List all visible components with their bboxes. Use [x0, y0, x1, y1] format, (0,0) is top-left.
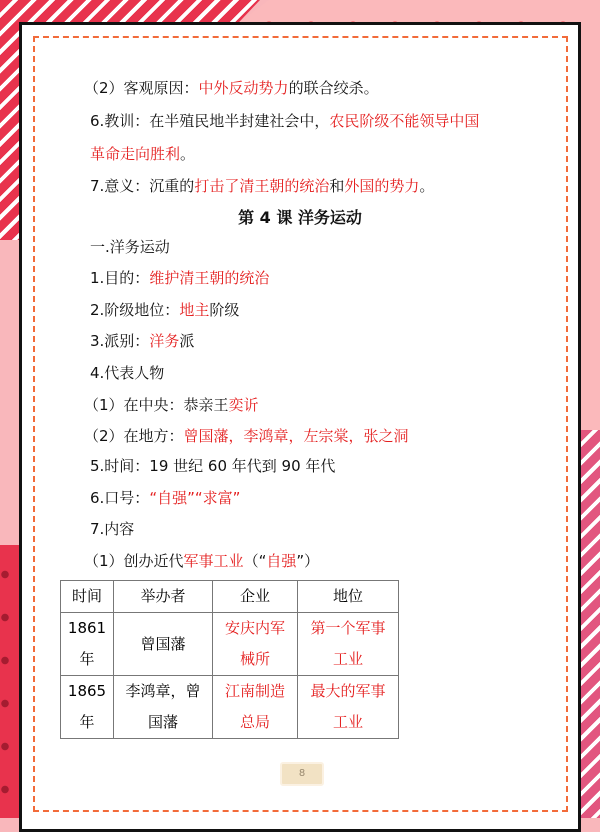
highlight-text: 外国的势力	[344, 177, 420, 195]
table-header: 企业	[213, 581, 298, 613]
industry-table	[60, 580, 399, 739]
text-segment: 。	[419, 177, 435, 195]
text-segment: 7.意义：沉重的	[90, 177, 195, 195]
bg-dots-bottom-left	[0, 545, 20, 818]
text-line	[90, 487, 240, 508]
text-line	[90, 330, 194, 351]
table-cell: 1865 年	[61, 676, 114, 739]
table-cell: 1861 年	[61, 613, 114, 676]
table-cell: 第一个军事 工业	[298, 613, 399, 676]
table-header: 地位	[298, 581, 399, 613]
table-cell: 曾国藩	[114, 613, 213, 676]
text-segment: （2）客观原因：	[84, 79, 199, 97]
text-line	[90, 267, 269, 288]
text-segment: 1.目的：	[90, 269, 150, 287]
bg-pink-left	[0, 240, 20, 545]
table-row	[61, 613, 399, 676]
text-segment: 一.洋务运动	[90, 238, 170, 256]
text-line	[90, 175, 434, 196]
highlight-text: 地主	[179, 301, 210, 319]
highlight-text: 洋务	[149, 332, 180, 350]
text-segment: （1）在中央：恭亲王	[84, 396, 229, 414]
page-number: 8	[280, 762, 324, 786]
bg-stripes-right	[580, 430, 600, 818]
text-segment: 2.阶级地位：	[90, 301, 180, 319]
text-segment: 6.口号：	[90, 489, 150, 507]
text-line	[90, 455, 335, 476]
highlight-text: 农民阶级不能领导中国	[329, 112, 480, 130]
text-segment: 的联合绞杀。	[288, 79, 379, 97]
text-line	[90, 236, 170, 257]
text-line	[84, 550, 319, 571]
text-segment: 3.派别：	[90, 332, 150, 350]
text-segment: 阶级	[209, 301, 240, 319]
text-segment: （1）创办近代	[84, 552, 184, 570]
text-segment: （“	[243, 552, 267, 570]
text-segment: 和	[329, 177, 345, 195]
bg-stripes-top-left	[0, 0, 260, 22]
lesson-title: 第 4 课 洋务运动	[238, 208, 362, 227]
text-line	[84, 425, 409, 446]
highlight-text: 革命走向胜利	[90, 145, 181, 163]
text-line	[90, 518, 134, 539]
table-cell: 江南制造 总局	[213, 676, 298, 739]
text-segment: 派	[179, 332, 195, 350]
text-segment: ”）	[296, 552, 320, 570]
text-segment: 6.教训：在半殖民地半封建社会中，	[90, 112, 330, 130]
text-segment: 4.代表人物	[90, 364, 165, 382]
highlight-text: 奕䜣	[228, 396, 259, 414]
table-header-row	[61, 581, 399, 613]
highlight-text: 打击了清王朝的统治	[194, 177, 330, 195]
text-line	[90, 299, 239, 320]
text-line	[90, 143, 195, 164]
table-cell: 最大的军事 工业	[298, 676, 399, 739]
highlight-text: “自强”“求富”	[149, 489, 241, 507]
table-row	[61, 676, 399, 739]
bg-stripes-left	[0, 0, 20, 240]
text-line	[84, 77, 379, 98]
table-cell: 李鸿章，曾 国藩	[114, 676, 213, 739]
highlight-text: 中外反动势力	[198, 79, 289, 97]
highlight-text: 曾国藩，李鸿章，左宗棠，张之洞	[183, 427, 409, 445]
text-segment: 。	[180, 145, 196, 163]
text-segment: 5.时间：19 世纪 60 年代到 90 年代	[90, 457, 336, 475]
text-segment: （2）在地方：	[84, 427, 184, 445]
table-header: 举办者	[114, 581, 213, 613]
highlight-text: 军事工业	[183, 552, 244, 570]
text-line	[84, 394, 259, 415]
highlight-text: 维护清王朝的统治	[149, 269, 270, 287]
table-header: 时间	[61, 581, 114, 613]
bg-dots-top-right	[240, 0, 600, 22]
table-cell: 安庆内军 械所	[213, 613, 298, 676]
highlight-text: 自强	[266, 552, 297, 570]
text-line	[90, 362, 164, 383]
text-line	[90, 110, 479, 131]
text-segment: 7.内容	[90, 520, 135, 538]
